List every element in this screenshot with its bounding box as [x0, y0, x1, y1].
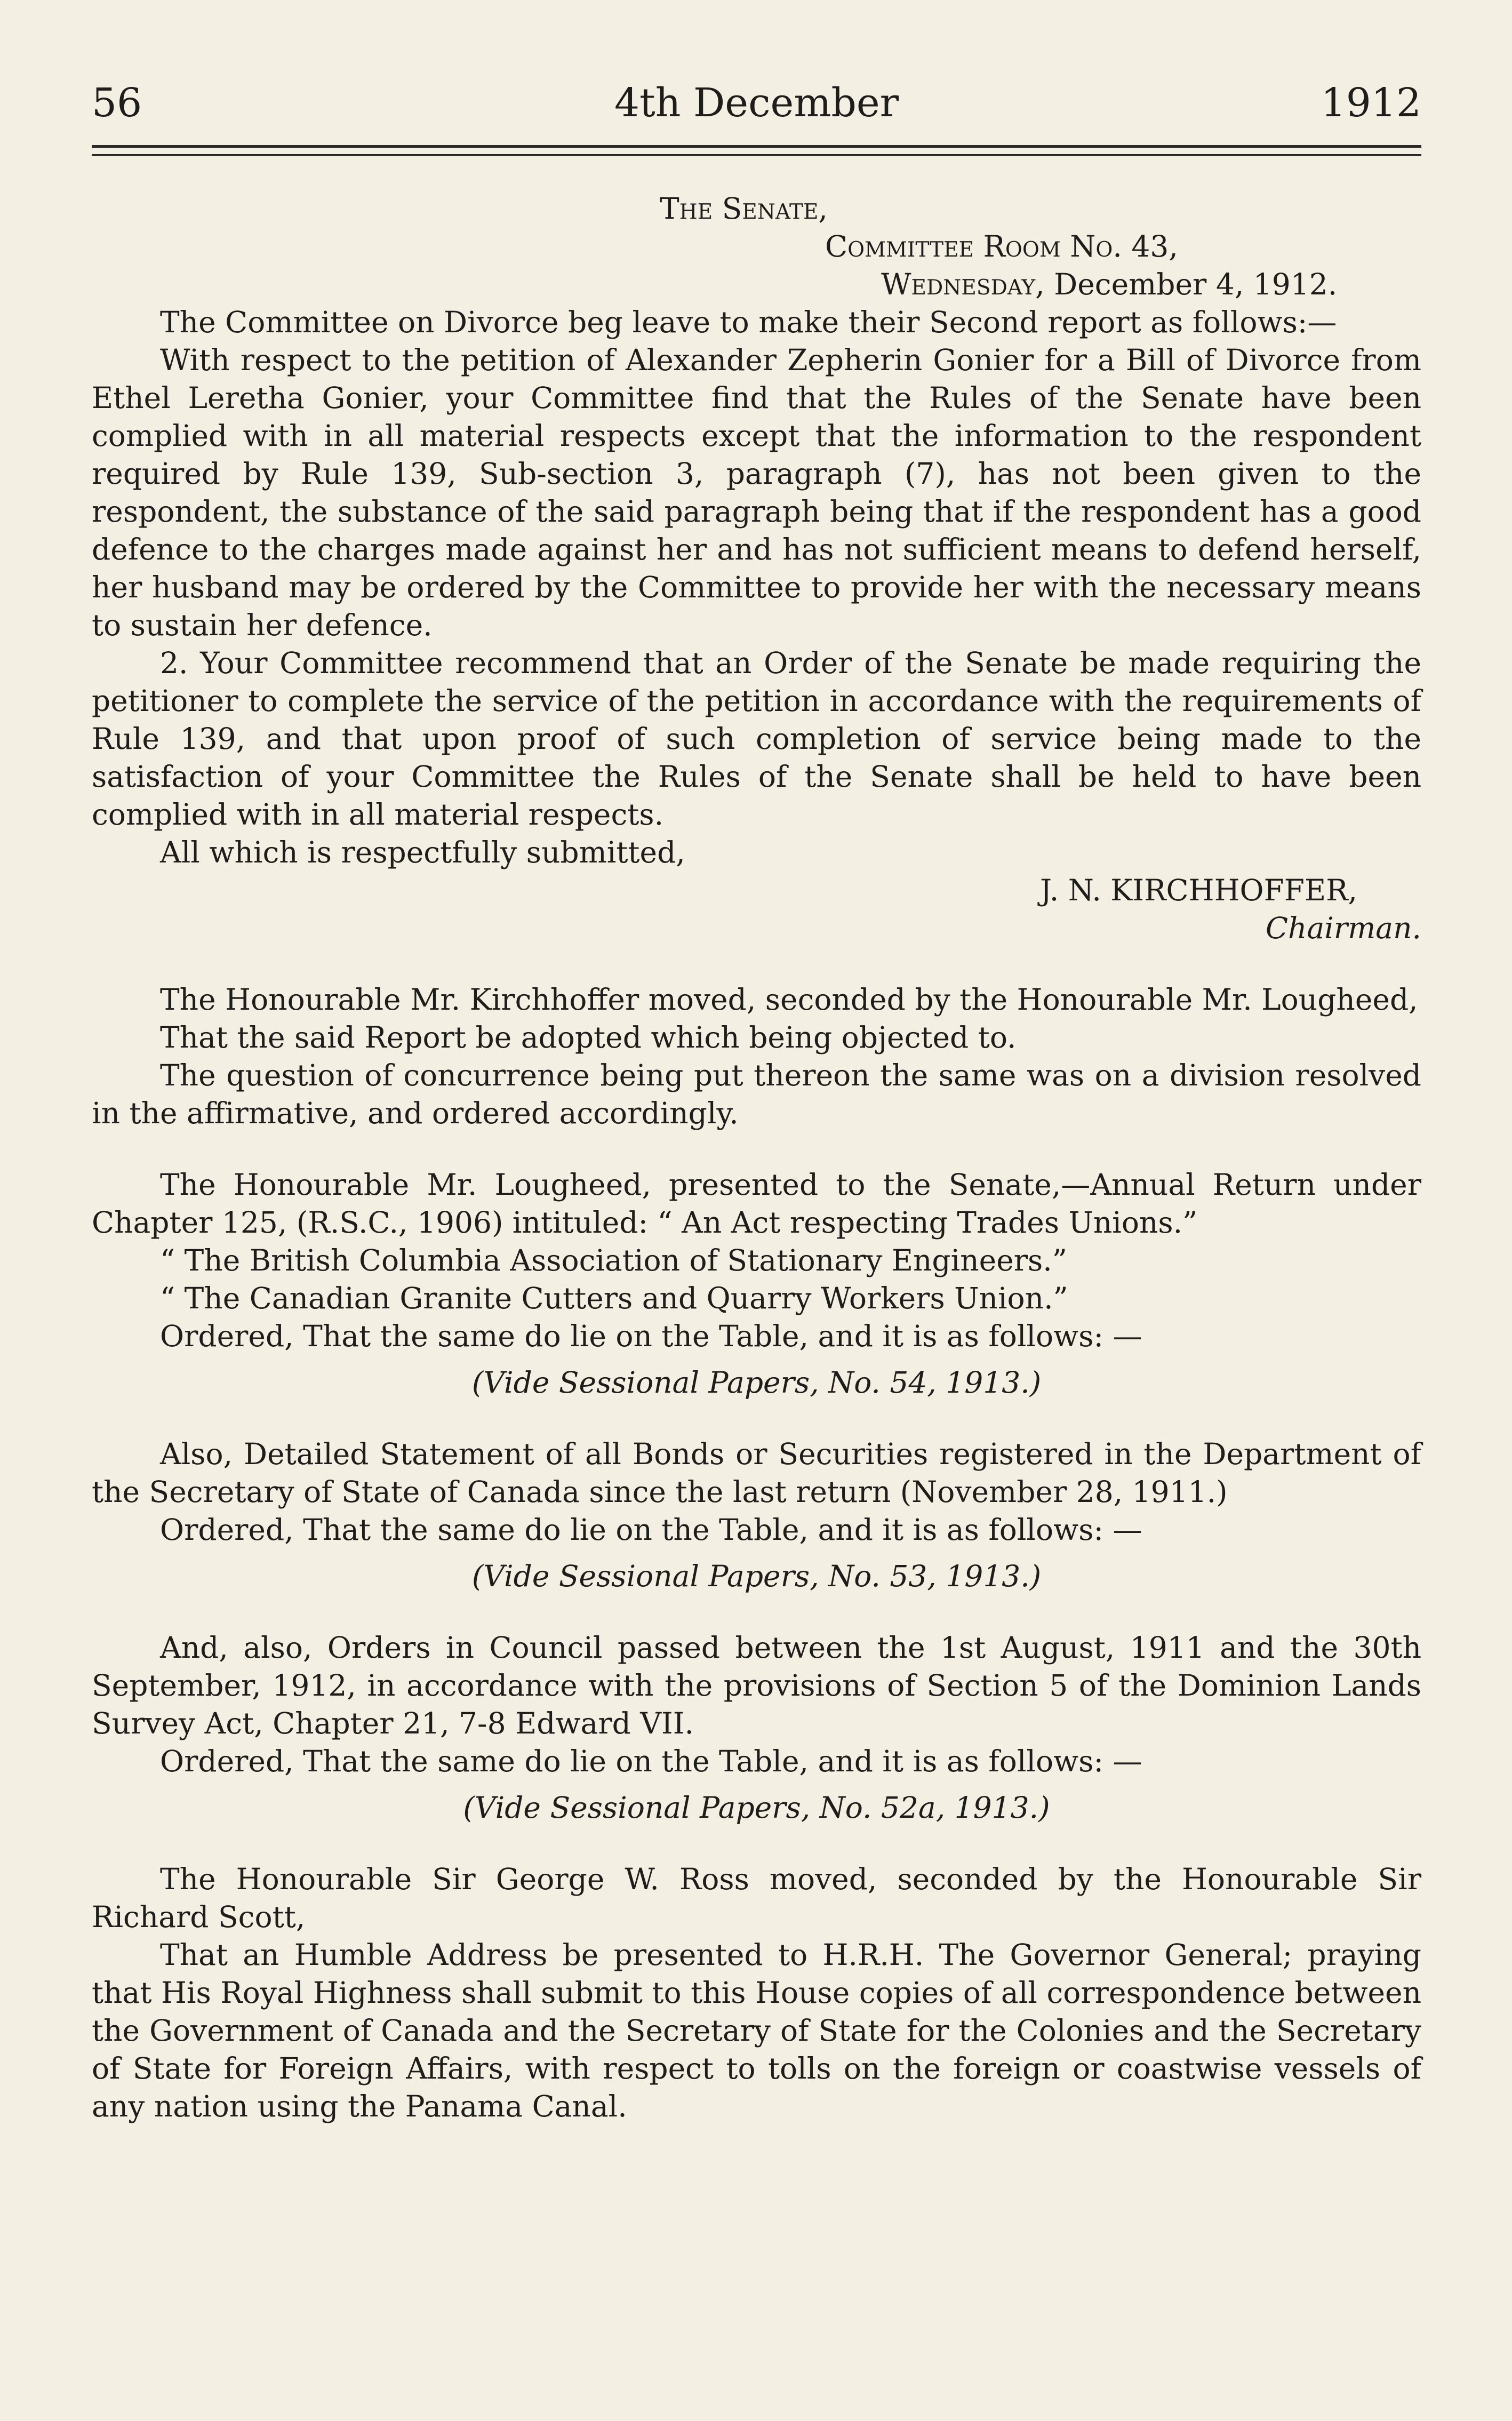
signature-title: Chairman.	[1265, 911, 1421, 945]
paragraph-bonds-statement: Also, Detailed Statement of all Bonds or Securities registered in the Department of the Secretary of State of Canada since the last return (November 28, 1911.)	[92, 1437, 1421, 1509]
paragraph-ordered-3: Ordered, That the same do lie on the Table, and it is as follows: —	[160, 1744, 1142, 1778]
page-number: 56	[92, 80, 142, 126]
signature-name: J. N. KIRCHHOFFER,	[1039, 873, 1357, 907]
paragraph-submitted: All which is respectfully submitted,	[160, 835, 685, 869]
header-rule	[92, 145, 1421, 156]
header-rule-thick	[92, 145, 1421, 148]
vide-sessional-papers-52a: (Vide Sessional Papers, No. 52a, 1913.)	[463, 1791, 1050, 1825]
paragraph-ross-motion: The Honourable Sir George W. Ross moved, seconded by the Honourable Sir Richard Scott,	[92, 1862, 1421, 1934]
paragraph-bc-association: “ The British Columbia Association of Stationary Engineers.”	[160, 1243, 1067, 1277]
paragraph-humble-address: That an Humble Address be presented to H.R.H. The Governor General; praying that His Royal Highness shall submit to this House copies of all correspondence between the Government of Canada and the Secretary of State for the Colonies and the Secretary of State for Foreign Affairs, with respect to tolls on the foreign or coastwise vessels of any nation using the Panama Canal.	[92, 1938, 1421, 2123]
report-senate: The Senate,	[660, 191, 828, 226]
vide-sessional-papers-54: (Vide Sessional Papers, No. 54, 1913.)	[471, 1365, 1042, 1400]
header-rule-thin	[92, 154, 1421, 156]
page-header	[92, 80, 1421, 139]
vide-sessional-papers-53: (Vide Sessional Papers, No. 53, 1913.)	[471, 1559, 1042, 1593]
report-date-line	[92, 266, 1421, 303]
report-day: Wednesday,	[881, 267, 1045, 301]
paragraph-ordered-1: Ordered, That the same do lie on the Table, and it is as follows: —	[160, 1319, 1142, 1353]
paragraph-ordered-2: Ordered, That the same do lie on the Table, and it is as follows: —	[160, 1513, 1142, 1547]
paragraph-report-intro: The Committee on Divorce beg leave to make their Second report as follows:—	[160, 305, 1337, 339]
header-year: 1912	[1321, 80, 1421, 126]
paragraph-motion: The Honourable Mr. Kirchhoffer moved, seconded by the Honourable Mr. Lougheed,	[160, 982, 1418, 1017]
paragraph-question: The question of concurrence being put thereon the same was on a division resolved in the affirmative, and ordered accordingly.	[92, 1058, 1421, 1130]
report-room: Committee Room No. 43,	[825, 229, 1178, 263]
paragraph-orders-in-council: And, also, Orders in Council passed between the 1st August, 1911 and the 30th September, 1912, in accordance with the provisions of Section 5 of the Dominion Lands Survey Act, Chapter 21, 7-8 Edward VII.	[92, 1631, 1421, 1740]
header-date: 4th December	[614, 80, 899, 126]
page-body	[92, 190, 1421, 2126]
paragraph-recommendation: 2. Your Committee recommend that an Order of the Senate be made requiring the petitioner to complete the service of the petition in accordance with the requirements of Rule 139, and that upon proof of such completion of service being made to the satisfaction of your Committee the Rules of the Senate shall be held to have been complied with in all material respects.	[92, 646, 1421, 832]
paragraph-petition: With respect to the petition of Alexander Zepherin Gonier for a Bill of Divorce from Ethel Leretha Gonier, your Committee find that the Rules of the Senate have been complied with in all material respects except that the information to the respondent required by Rule 139, Sub-section 3, paragraph (7), has not been given to the respondent, the substance of the said paragraph being that if the respondent has a good defence to the charges made against her and has not sufficient means to defend herself, her husband may be ordered by the Committee to provide her with the necessary means to sustain her defence.	[92, 343, 1421, 642]
report-date: December 4, 1912.	[1044, 267, 1338, 301]
paragraph-report-adopted: That the said Report be adopted which being objected to.	[160, 1020, 1017, 1054]
paragraph-annual-return: The Honourable Mr. Lougheed, presented to the Senate,—Annual Return under Chapter 125, (R.S.C., 1906) intituled: “ An Act respecting Trades Unions.”	[92, 1168, 1421, 1240]
paragraph-granite-cutters: “ The Canadian Granite Cutters and Quarry Workers Union.”	[160, 1281, 1068, 1315]
